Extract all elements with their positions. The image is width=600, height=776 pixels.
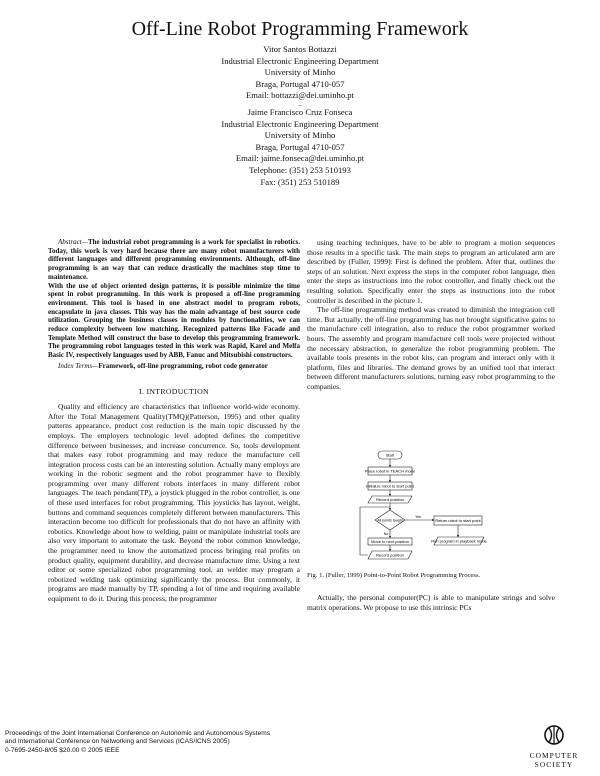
author2-univ: University of Minho [264,130,336,141]
author-block [0,44,600,188]
flow-no-label: No [383,532,389,536]
flow-yes-label: Yes [415,515,421,519]
footer-line2: and International Conference on Networking and Services (ICAS/ICNS 2005) [5,738,230,746]
flow-record2-text: Record position [376,552,404,558]
abstract-label: Abstract— [58,238,88,246]
logo-line1: COMPUTER [529,751,579,760]
flow-playback [431,537,487,545]
flow-move-text: Move to next position [371,539,409,544]
author2-email: Email: jaime.fonseca@dei.uminho.pt [235,153,365,164]
figure-caption: Fig. 1. (Fuller, 1999) Point-to-Point Robot Programming Process. [307,572,481,579]
computer-society-logo [518,724,590,769]
paper-title: Off-Line Robot Programming Framework [131,18,469,40]
computer-society-emblem-icon [542,724,566,746]
index-terms [48,362,300,371]
index-terms-text: Framework, off-line programming, robot code generator [98,361,268,370]
author2-fax: Fax: (351) 253 510189 [260,176,340,187]
flow-return-text: Return robot to start point [435,518,481,523]
left-column [48,238,300,604]
flow-teach [365,467,416,475]
author2-name: Jaime Francisco Cruz Fonseca [247,106,353,117]
author1-univ: University of Minho [264,67,336,78]
author2-phone: Telephone: (351) 253 510193 [249,164,351,175]
flow-teach-text: Place robot in TEACH mode [364,468,416,474]
author1-city: Braga, Portugal 4710-057 [255,78,345,89]
abstract-p1: The industrial robot programming is a work for specialist in robotics. Today, this work is very hard because there are many robot manufacturers with different languages and different programming environments. Although, off-line programming is an way that can reduce drastically the machines stop time to maintenance. [48,238,300,281]
flow-record1-text: Record position [376,497,404,502]
flow-move [368,538,412,545]
author1-email: Email: bottazzi@dei.uminho.pt [246,90,354,101]
footer [5,730,365,755]
abstract [48,238,300,360]
right-paragraph-2: The off-line programming method was created to diminish the integration cell time. But actually, the off-line programming has not brought significative gains to the manufacture cell integration, also to reduce the robot programmer worked hours. The assembly and program manufacture cell tools were projected without the necessary abstraction, to generalize the robot programming problem. The available tools presents in the robot kits, can program and interact only with it platform, files and libraries. The demand grows by an unified tool that interact between different manufacturers solutions, turning easy robot programming to the companies. [307,305,555,391]
index-terms-label: Index Terms— [58,361,99,370]
author1-name: Vitor Santos Bottazzi [263,44,337,54]
section-heading: I. INTRODUCTION [139,386,209,396]
flow-init [366,482,415,490]
author-separator: .. [298,99,302,108]
logo-line2: SOCIETY [534,760,574,769]
footer-line3: 0-7695-2450-8/05 $20.00 © 2005 IEEE [5,746,120,754]
flow-record1 [368,496,412,503]
after-figure-paragraph: Actually, the personal computer(PC) is able to manipulate strings and solve matrix operations. We propose to use this intrinsic PCs [307,593,555,612]
footer-line1: Proceedings of the Joint International Conference on Autonomic and Autonomous Systems [5,730,271,737]
abstract-p2: With the use of object oriented design patterns, it is possible minimize the time spent in robot programming. In this work is proposed a off-line programming environment. This tool is based in one abstract model to program robots, encapsulate in java classes. This way has the main advantage of best source code utilization. Grouping the business classes in modules by functionalities, we can reduce complexity between low matching. Recognized patterns like Facade and Template Method will construct the base to develop this programming framework. The programming robot languages tested in this work was Rapid, Karel and Melfa Basic IV, respectively languages used by ABB, Fanuc and Mitsubishi constructors. [48,281,300,360]
author1-dept: Industrial Electronic Engineering Department [221,55,379,66]
flow-start-text: Start [385,452,395,458]
flow-init-text: Initialize robot to start point [366,483,414,489]
flow-playback-text: Run program in playback mode [431,538,487,544]
intro-paragraph: Quality and efficiency are characteristics that influence world-wide economy. After the Total Management Quality(TMQ)(Patterson, 1995) and other quality patterns appearance, product cost reduction is the main topic discussed by the employs. The employers technologic level adopted defines the competitive difference between businesses, and increase concurrence. So, tools development that makes easy robot programming and may reduce the manufacture cell integration process costs can be an interesting solution. Actually many employs are working in the robotic segment and the robot programmer have to flexibly programming over many different robots interfaces in many different robot languages. The teach pendant(TP), a joystick plugged in the robot controller, is one of these used interfaces for robot programming. This joysticks has layout, weight, buttons and command sequences completely different between manufacturers. This interaction become too difficult for professionals that do not have an affinity with robotics. Knowledge about how to welding, paint or manipulate industrial tools are also very important to automate the task. Beyond the robot common knowledge, the programmer need to know the automatized process bringing real profits on product quality, equipment durability, and decrease manufacture time. Using a text editor or some specialized robot programming tool, an welder may program a robotized welding task optimizing significantly the process. But commonly, it programs are made manually by TP, spending a lot of time and requiring available equipment to do it. During this process, the programmer [48,402,300,604]
author2-dept: Industrial Electronic Engineering Department [221,118,379,129]
right-paragraph-1: using teaching techniques, have to be able to program a motion sequences those results in a specific task. The main steps to program an articulated arm are described by (Fuller, 1999): First is defined the problem. After that, outlines the steps of an solution. Next express the steps in the computer robot language, then enter the steps as instructions into the robot controller, and finally check out the resulting solution. Specifically enter the steps as instructions into the robot controller is described in the picture 1. [307,238,555,305]
flow-decision [375,510,405,530]
flow-start [378,451,402,459]
author2-city: Braga, Portugal 4710-057 [255,141,345,152]
right-column [307,238,555,392]
flow-return [434,516,482,525]
flow-record2 [368,551,412,559]
flow-decision-text: All points taught [377,518,403,523]
flowchart-figure [330,448,520,568]
